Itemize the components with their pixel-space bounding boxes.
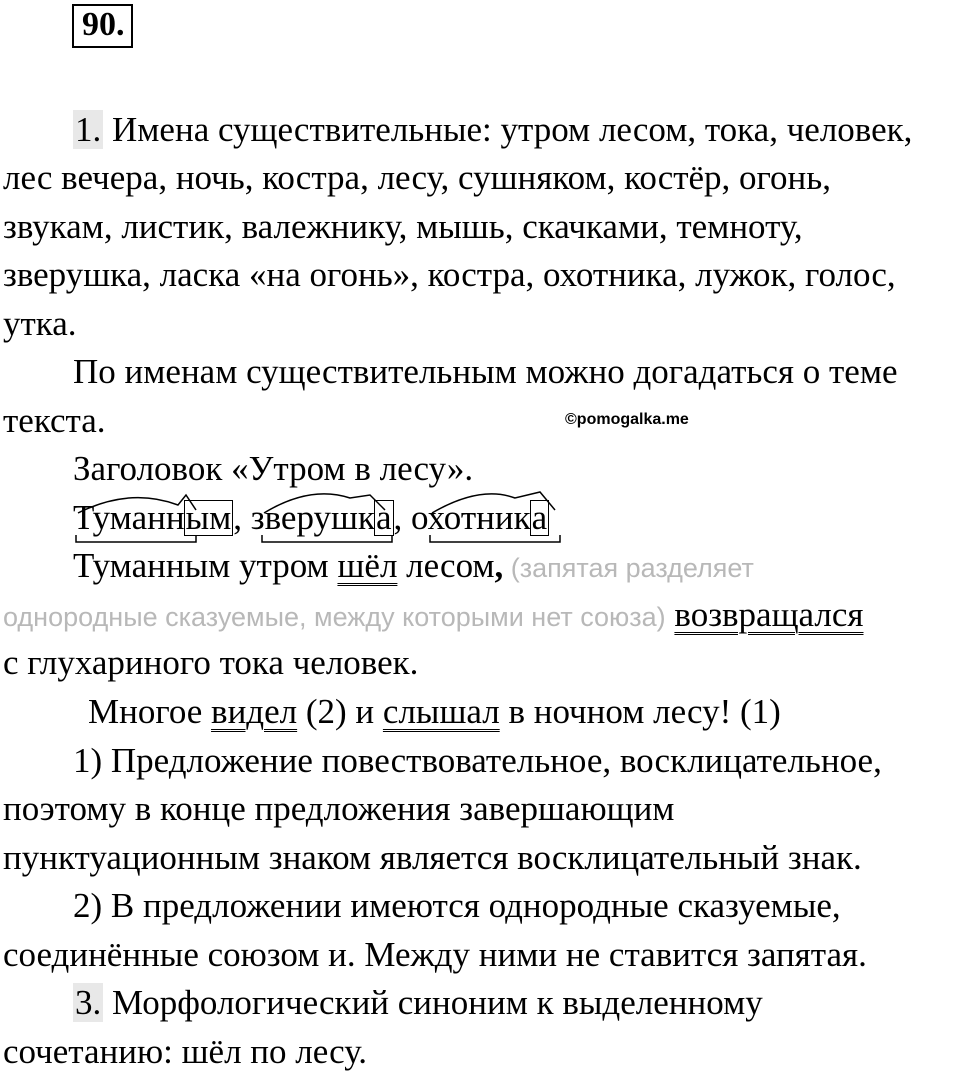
paragraph-3-line-1: 3. Морфологический синоним к выделенному: [75, 983, 763, 1022]
root-arc: [264, 494, 385, 513]
paragraph-1-line-3: звукам, листик, валежнику, мышь, скачками, темноту,: [3, 207, 803, 246]
title-line: Заголовок «Утром в лесу».: [73, 449, 474, 488]
paragraph-1-line-2: лес вечера, ночь, костра, лесу, сушняком, костёр, огонь,: [3, 158, 831, 197]
morpheme-analysis: Туманным, зверушка, охотника: [73, 494, 549, 543]
note-text-2: однородные сказуемые, между которыми нет союза): [3, 602, 666, 632]
paragraph-1-line-5: утка.: [3, 304, 77, 343]
predicate-1: шёл: [337, 546, 398, 585]
explain-2-line-2: соединённые союзом и. Между ними не ставится запятая.: [3, 935, 867, 974]
sentence-1-line-3: с глухариного тока человек.: [3, 643, 419, 682]
note-text: (запятая разделяет: [503, 553, 754, 583]
paragraph-2-line-2: текста.: [3, 401, 106, 440]
predicate-seen: видел: [211, 692, 298, 731]
paragraph-2-line-1: По именам существительным можно догадаться о теме: [73, 352, 898, 391]
explain-2-line-1: 2) В предложении имеются однородные сказуемые,: [73, 886, 841, 925]
sentence-1-line-2: [3, 591, 864, 642]
ending-box: а: [531, 498, 548, 537]
bold-comma: ,: [494, 546, 504, 585]
morpheme-word-1: Туманным: [73, 498, 232, 537]
paragraph-1-line-4: зверушка, ласка «на огонь», костра, охотника, лужок, голос,: [3, 255, 896, 294]
explain-1-line-1: 1) Предложение повествовательное, восклицательное,: [73, 741, 882, 780]
ending-box: ым: [185, 498, 232, 537]
sentence-2: Многое видел (2) и слышал в ночном лесу! (1): [88, 692, 781, 731]
paragraph-3-line-2: сочетанию: шёл по лесу.: [3, 1032, 367, 1071]
item-marker-1: 1.: [75, 110, 102, 149]
root-arc: [78, 495, 196, 513]
watermark: ©pomogalka.me: [565, 411, 689, 428]
sentence-1-line-1: Туманным утром шёл лесом, (запятая разделяет: [73, 546, 754, 585]
stem-bracket: [76, 535, 196, 542]
ending-box: а: [375, 498, 392, 537]
paragraph-1-line-1: 1. Имена существительные: утром лесом, тока, человек,: [75, 110, 913, 149]
predicate-heard: слышал: [382, 692, 500, 731]
exercise-number: 90.: [72, 4, 133, 48]
item-marker-3: 3.: [75, 983, 102, 1022]
stem-bracket: [430, 535, 560, 542]
stem-bracket: [262, 535, 392, 542]
morpheme-word-3: охотника: [411, 498, 548, 537]
predicate-2: возвращался: [674, 595, 864, 634]
morpheme-word-2: зверушка: [250, 498, 392, 537]
root-arc: [432, 492, 555, 513]
explain-1-line-2: поэтому в конце предложения завершающим: [3, 789, 675, 828]
explain-1-line-3: пунктуационным знаком является восклицательный знак.: [3, 838, 862, 877]
